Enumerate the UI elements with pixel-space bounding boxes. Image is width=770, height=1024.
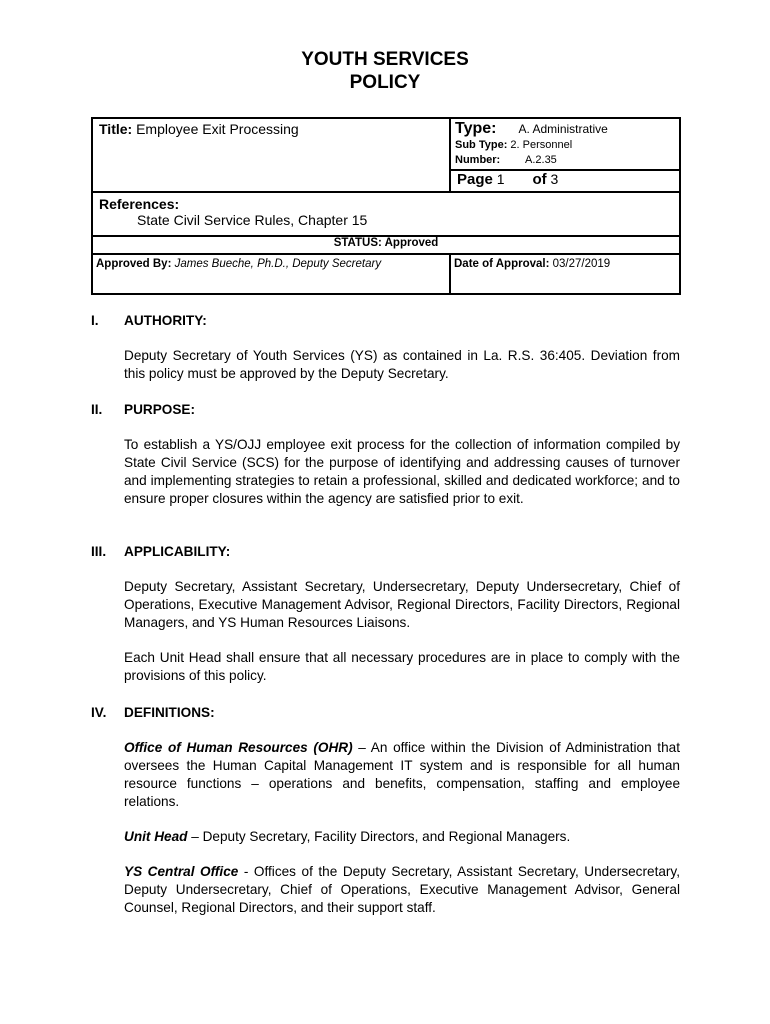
of-value: 3 [550, 171, 559, 187]
references-label: References: [99, 196, 180, 212]
page-value: 1 [496, 171, 505, 187]
title-value: Employee Exit Processing [136, 121, 299, 137]
definition-term: YS Central Office [124, 864, 239, 879]
date-value: 03/27/2019 [552, 258, 611, 270]
title-line-2: POLICY [349, 72, 421, 93]
references-cell [92, 192, 680, 236]
definition-text: – Deputy Secretary, Facility Directors, and Regional Managers. [187, 829, 571, 844]
definition-item [124, 828, 680, 846]
type-value: A. Administrative [518, 122, 608, 136]
status-text: STATUS: Approved [333, 237, 439, 249]
section-number: I. [91, 313, 99, 328]
definition-text: - Offices of the Deputy Secretary, Assistant Secretary, Undersecretary, Deputy Undersecretary, Chief of Operations, Executive Management Advisor, General Counsel, Regional Directors, and their support staff. [124, 864, 680, 915]
title-line-1: YOUTH SERVICES [301, 49, 469, 70]
section-heading: APPLICABILITY: [124, 544, 231, 559]
definition-term: Office of Human Resources (OHR) [124, 740, 353, 755]
type-label: Type: [455, 120, 497, 137]
date-label: Date of Approval: [454, 258, 550, 270]
definition-item [124, 863, 680, 917]
reference-item: State Civil Service Rules, Chapter 15 [137, 212, 368, 228]
number-label: Number: [455, 154, 501, 166]
document-title [0, 48, 770, 94]
title-label: Title: [99, 121, 133, 137]
section-paragraph: Deputy Secretary of Youth Services (YS) as contained in La. R.S. 36:405. Deviation from this policy must be approved by the Deputy Secretary. [124, 348, 680, 381]
section-paragraph: To establish a YS/OJJ employee exit process for the collection of information compiled by State Civil Service (SCS) for the purpose of identifying and addressing causes of turnover and implementing strategies to retain a professional, skilled and dedicated workforce; and to ensure proper closures within the agency are satisfied prior to exit. [124, 437, 680, 506]
section-number: III. [91, 544, 107, 559]
of-label: of [532, 171, 547, 188]
section-heading: DEFINITIONS: [124, 705, 215, 720]
policy-header-table [91, 117, 681, 295]
section-paragraph: Deputy Secretary, Assistant Secretary, Undersecretary, Deputy Undersecretary, Chief of Operations, Executive Management Advisor, Regional Directors, Facility Directors, Regional Managers, and YS Human Resources Liaisons. [124, 579, 680, 630]
section-applicability [91, 543, 681, 685]
section-purpose [91, 401, 681, 508]
section-authority [91, 312, 681, 383]
section-heading: PURPOSE: [124, 402, 196, 417]
status-cell [92, 236, 680, 254]
section-definitions [91, 704, 681, 917]
approved-by-cell [92, 254, 450, 294]
subtype-label: Sub Type: [455, 139, 508, 151]
section-heading: AUTHORITY: [124, 313, 207, 328]
date-cell [450, 254, 680, 294]
subtype-value: 2. Personnel [510, 139, 573, 151]
section-number: II. [91, 402, 103, 417]
page-cell [450, 170, 680, 192]
approved-by-label: Approved By: [96, 258, 172, 270]
section-number: IV. [91, 705, 107, 720]
definition-term: Unit Head [124, 829, 188, 844]
number-value: A.2.35 [525, 154, 557, 166]
page-label: Page [457, 171, 493, 188]
approved-by-value: James Bueche, Ph.D., Deputy Secretary [174, 258, 382, 270]
title-cell [92, 118, 450, 192]
definition-text: – An office within the Division of Administration that oversees the Human Capital Management IT system and is responsible for all human resource functions – operations and benefits, compensation, staffing and employee relations. [124, 740, 680, 809]
definition-item [124, 739, 680, 811]
section-paragraph: Each Unit Head shall ensure that all necessary procedures are in place to comply with the provisions of this policy. [124, 650, 680, 683]
type-cell [450, 118, 680, 170]
